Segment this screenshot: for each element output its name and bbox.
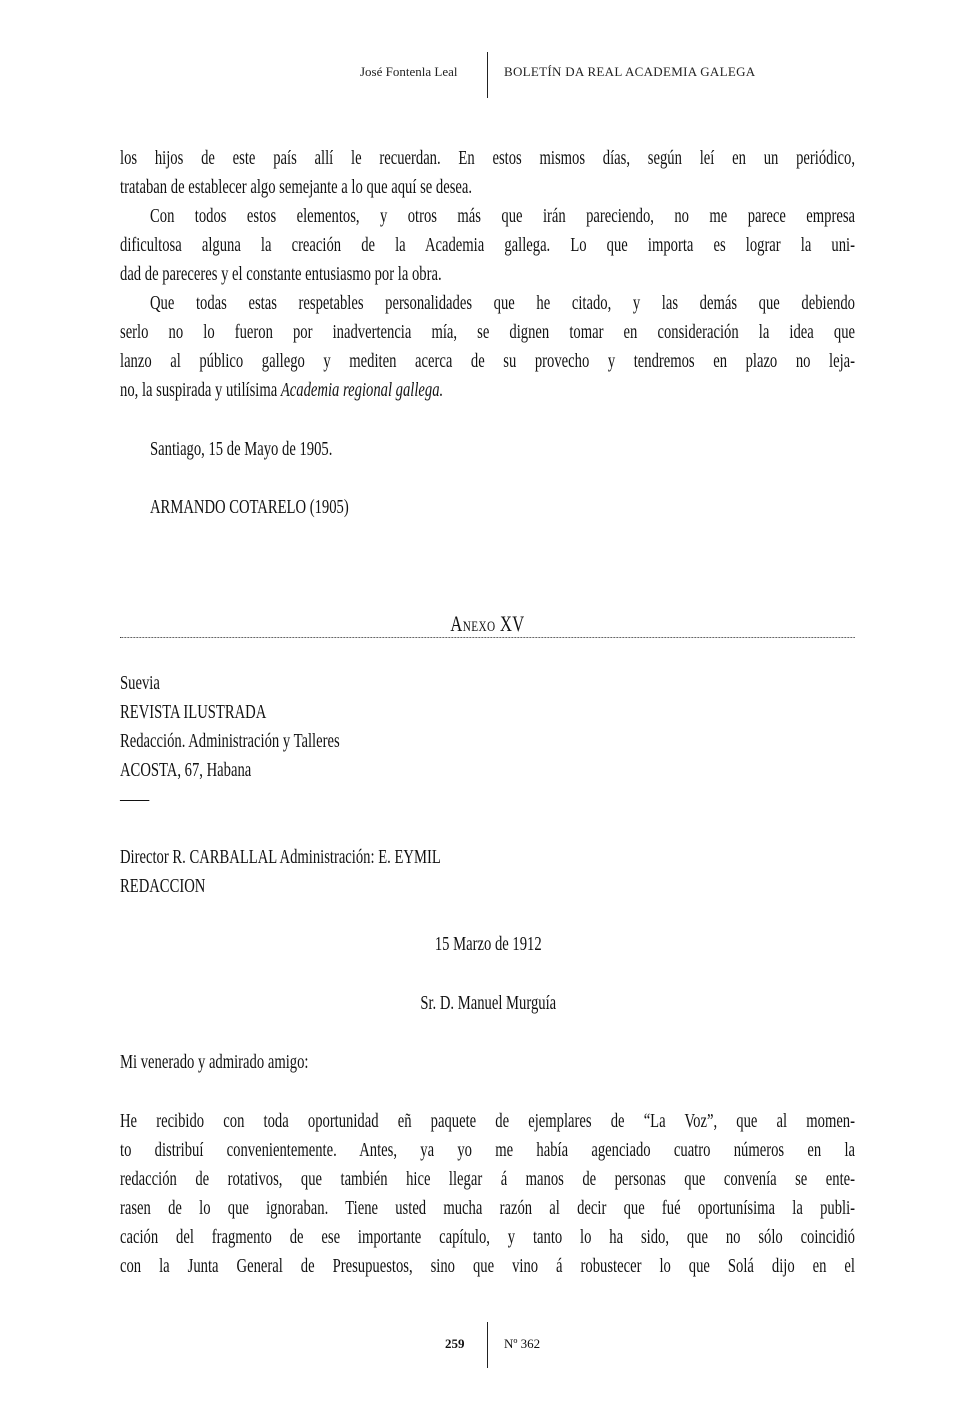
- header-divider: [487, 52, 488, 98]
- signature: ARMANDO COTARELO (1905): [150, 497, 349, 518]
- place-date: Santiago, 15 de Mayo de 1905.: [150, 439, 333, 460]
- text-line: Con todos estos elementos, y otros más que irán pareciendo, no me parece empresa: [150, 206, 855, 227]
- director-line: Director R. CARBALLAL Administración: E. EYMIL: [120, 847, 441, 868]
- footer-divider: [487, 1322, 488, 1368]
- salutation: Mi venerado y admirado amigo:: [120, 1052, 309, 1073]
- page-number: 259: [445, 1336, 465, 1351]
- italic-title: Academia regional gallega.: [280, 380, 444, 401]
- page-body: [120, 144, 855, 1281]
- letter-date: 15 Marzo de 1912: [434, 934, 542, 955]
- text-line: dificultosa alguna la creación de la Academia gallega. Lo que importa es lograr la uni-: [120, 235, 855, 256]
- text-line: Que todas estas respetables personalidades que he citado, y las demás que debiendo: [150, 293, 855, 314]
- issue-number: Nº 362: [504, 1336, 541, 1351]
- text-line-start: no, la suspirada y utilísima: [120, 380, 281, 401]
- letterhead-line: REVISTA ILUSTRADA: [120, 702, 267, 723]
- annex-title: Anexo XV: [450, 611, 525, 636]
- running-header-author: José Fontenla Leal: [360, 64, 458, 79]
- letterhead-line: Redacción. Administración y Talleres: [120, 731, 340, 752]
- redaccion-line: REDACCION: [120, 876, 206, 897]
- letter-addressee: Sr. D. Manuel Murguía: [420, 993, 557, 1014]
- text-line: cación del fragmento de ese importante capítulo, y tanto lo ha sido, que no sólo coincidió: [120, 1227, 855, 1248]
- text-line: He recibido con toda oportunidad eñ paquete de ejemplares de “La Voz”, que al momen-: [120, 1111, 855, 1132]
- text-line: rasen de lo que ignoraban. Tiene usted mucha razón al decir que fué oportunísima la publi-: [120, 1198, 855, 1219]
- text-line: serlo no lo fueron por inadvertencia mía, se dignen tomar en consideración la idea que: [120, 322, 855, 343]
- letterhead-line: ACOSTA, 67, Habana: [120, 760, 252, 781]
- running-header-journal: BOLETÍN DA REAL ACADEMIA GALEGA: [504, 64, 756, 79]
- text-line: to distribuí convenientemente. Antes, ya yo me había agenciado cuatro números en la: [120, 1140, 855, 1161]
- text-line: [120, 376, 855, 405]
- letterhead-rule: ——: [120, 789, 150, 810]
- text-line: dad de pareceres y el constante entusiasmo por la obra.: [120, 264, 442, 285]
- text-line: los hijos de este país allí le recuerdan. En estos mismos días, según leí en un periódico,: [120, 148, 855, 169]
- text-line: trataban de establecer algo semejante a lo que aquí se desea.: [120, 177, 473, 198]
- text-line: con la Junta General de Presupuestos, sino que vino á robustecer lo que Solá dijo en el: [120, 1256, 855, 1277]
- letterhead-line: Suevia: [120, 673, 160, 694]
- text-line: lanzo al público gallego y mediten acerca de su provecho y tendremos en plazo no leja-: [120, 351, 855, 372]
- text-line: redacción de rotativos, que también hice llegar á manos de personas que convenía se ente-: [120, 1169, 855, 1190]
